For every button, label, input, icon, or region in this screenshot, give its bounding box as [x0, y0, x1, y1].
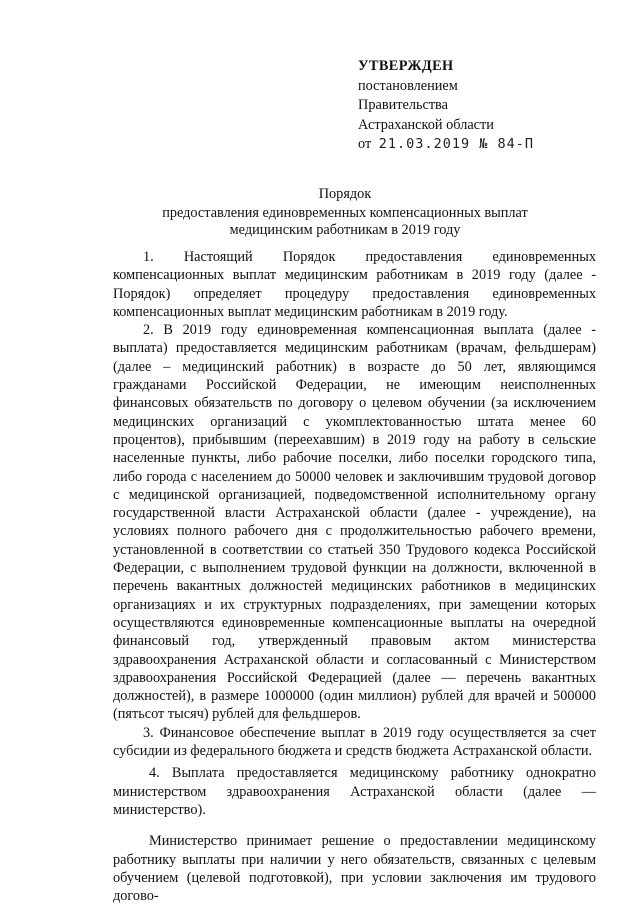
- document-title: [95, 186, 595, 240]
- approval-line-resolution: постановлением: [358, 77, 458, 94]
- document-body: [113, 248, 596, 905]
- approval-line-region: Астраханской области: [358, 116, 494, 133]
- approval-line-government: Правительства: [358, 97, 448, 113]
- approval-heading: УТВЕРЖДЕН: [358, 58, 454, 74]
- title-line-subject: предоставления единовременных компенсационных выплат: [162, 204, 528, 221]
- paragraph-2: 2. В 2019 году единовременная компенсационная выплата (далее - выплата) предоставляется медицинским работникам (врачам, фельдшерам) (далее – медицинский работник) в возрасте до 50 лет, являющимся гражданами Российской Федерации, не имеющим неисполненных финансовых обязательств по договору о целевом обучении (за исключением медицинских организаций с укомплектованностью штата менее 60 процентов), прибывшим (переехавшим) в 2019 году на работу в сельские населенные пункты, либо рабочие поселки, либо поселки городского типа, либо города с населением до 50000 человек и заключившим трудовой договор с медицинской организацией, подведомственной исполнительному органу государственной власти Астраханской области (далее - учреждение), на условиях полного рабочего дня с продолжительностью рабочего времени, установленной в соответствии со статьей 350 Трудового кодекса Российской Федерации, с выполнением трудовой функции на должности, включенной в перечень вакантных должностей медицинских работников в медицинских организациях и их структурных подразделениях, при замещении которых осуществляются единовременные компенсационные выплаты на очередной финансовый год, утвержденный правовым актом министерства здравоохранения Астраханской области и согласованный с Министерством здравоохранения Российской Федерацией (далее — перечень вакантных должностей), в размере 1000000 (один миллион) рублей для врачей и 500000 (пятьсот тысяч) рублей для фельдшеров.: [113, 322, 596, 723]
- paragraph-3: 3. Финансовое обеспечение выплат в 2019 году осуществляется за счет субсидии из федерального бюджета и средств бюджета Астраханской области.: [113, 724, 596, 760]
- paragraph-4: 4. Выплата предоставляется медицинскому работнику однократно министерством здравоохранения Астраханской области (далее — министерство).: [113, 765, 596, 818]
- paragraph-5: Министерство принимает решение о предоставлении медицинскому работнику выплаты при наличии у него обязательств, связанных с целевым обучением (целевой подготовкой), при условии заключения им трудового догово-: [113, 833, 596, 905]
- approval-date-stamp: 21.03.2019 № 84-П: [378, 136, 534, 152]
- approval-date-prefix: от: [358, 136, 372, 152]
- title-line-recipients: медицинским работникам в 2019 году: [229, 222, 461, 238]
- approval-block: [358, 57, 534, 155]
- title-line-procedure: Порядок: [318, 186, 372, 202]
- approval-date-row: [358, 135, 534, 155]
- paragraph-1: 1. Настоящий Порядок предоставления единовременных компенсационных выплат медицинским работникам в 2019 году (далее - Порядок) определяет процедуру предоставления единовременных компенсационных выплат медицинским работникам в 2019 году.: [113, 249, 596, 320]
